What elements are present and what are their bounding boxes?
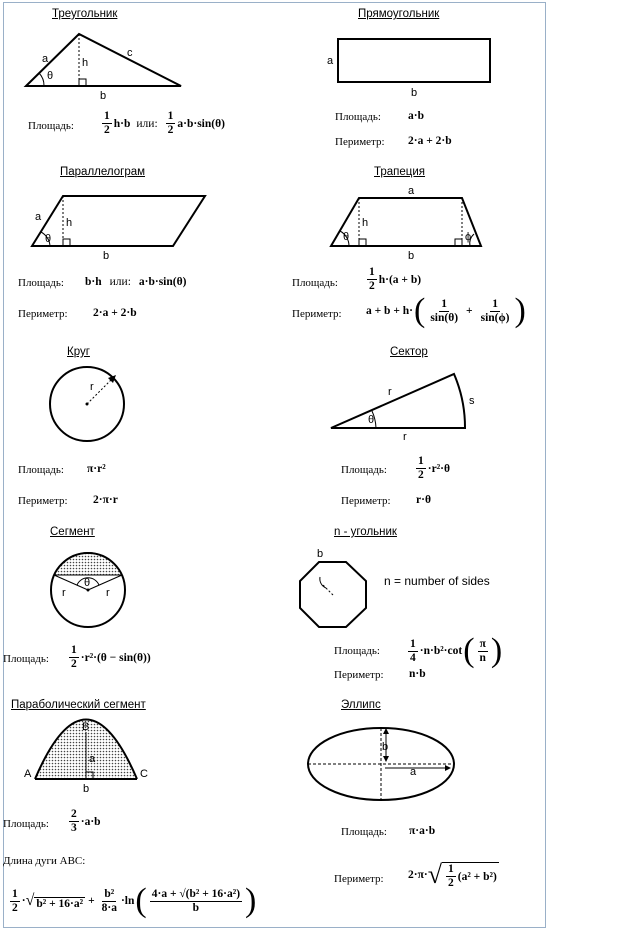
rectangle-title: Прямоугольник [358,8,440,20]
triangle-title: Треугольник [52,8,118,20]
sector-label-r-upper: r [388,386,392,398]
segment-area-formula: 1 2 ·r²·(θ − sin(θ)) [71,644,151,670]
trapezoid-area-label: Площадь: [292,277,338,289]
rectangle-label-a: a [327,55,334,67]
trapezoid-area-formula: 1 2 h·(a + b) [369,266,422,292]
parallelogram-label-b: b [103,250,110,262]
triangle-label-h: h [82,57,89,69]
parabolic-arc-formula: 1 2 · √ b² + 16·a² + $\frac{\text{b²}}{8\cdot a}$ ·ln ( 4·a + √(b² + 16·a²) b ) [12,882,257,919]
parabolic-area-label: Площадь: [3,818,49,830]
ellipse-perimeter-formula: 2·π· √ 1 2 (a² + b²) [408,860,497,889]
ngon-title: n - угольник [334,526,397,538]
parallelogram-label-h: h [66,217,73,229]
parallelogram-area-formula: b·h или: a·b·sin(θ) [85,276,187,288]
sector-perimeter-formula: r·θ [416,494,431,506]
triangle-area-formula: 1 2 h·b или: 1 2 a·b·sin(θ) [104,110,225,136]
ngon-label-b: b [317,548,324,560]
rectangle-area-label: Площадь: [335,111,381,123]
triangle-label-b: b [100,90,107,102]
triangle-label-a: a [42,53,49,65]
parabolic-label-B: B [82,721,90,733]
ngon-perimeter-formula: n·b [409,668,426,680]
rectangle-label-b: b [411,87,418,99]
triangle-label-theta: θ [47,70,54,82]
parabolic-area-formula: 2 3 ·a·b [71,808,101,834]
circle-label-r: r [90,381,94,393]
segment-label-r-left: r [62,587,66,599]
trapezoid-label-a: a [408,185,415,197]
segment-title: Сегмент [50,526,95,538]
triangle-label-c: c [127,47,133,59]
segment-area-label: Площадь: [3,653,49,665]
parabolic-label-b: b [83,783,90,795]
sector-title: Сектор [390,346,428,358]
parallelogram-perimeter-label: Периметр: [18,308,68,320]
ellipse-area-label: Площадь: [341,826,387,838]
parallelogram-title: Параллелограм [60,166,146,178]
rectangle-area-formula: a·b [408,110,424,122]
trapezoid-perimeter-label: Периметр: [292,308,342,320]
trapezoid-label-theta: θ [343,231,350,243]
segment-label-r-right: r [106,587,110,599]
parallelogram-perimeter-formula: 2·a + 2·b [93,307,137,319]
segment-label-theta: θ [84,577,91,589]
sector-perimeter-label: Периметр: [341,495,391,507]
trapezoid-label-phi: ϕ [465,231,472,243]
ellipse-title: Эллипс [341,699,381,711]
ngon-note: n = number of sides [384,574,490,588]
ngon-area-formula: 1 4 ·n·b²·cot ( π n ) [410,632,503,669]
parabolic-label-C: C [140,768,148,780]
parabolic-title: Параболический сегмент [11,699,146,711]
triangle-area-label: Площадь: [28,120,74,132]
circle-area-label: Площадь: [18,464,64,476]
trapezoid-perimeter-formula: a + b + h· ( 1 sin(θ) + $\frac{1}{\sin(\phi)}$ ) [366,292,526,329]
ngon-perimeter-label: Периметр: [334,669,384,681]
sector-label-theta: θ [368,414,375,426]
parabolic-arc-label: Длина дуги ABC: [3,855,86,867]
ellipse-label-a: a [410,766,417,778]
trapezoid-title: Трапеция [374,166,426,178]
trapezoid-label-b: b [408,250,415,262]
parabolic-label-a: a [89,753,96,765]
ellipse-label-b: b [382,741,389,753]
sector-area-label: Площадь: [341,464,387,476]
parallelogram-area-label: Площадь: [18,277,64,289]
ellipse-area-formula: π·a·b [409,825,436,837]
trapezoid-label-h: h [362,217,369,229]
ellipse-perimeter-label: Периметр: [334,873,384,885]
circle-perimeter-label: Периметр: [18,495,68,507]
circle-perimeter-formula: 2·π·r [93,494,118,506]
ngon-area-label: Площадь: [334,645,380,657]
parallelogram-label-a: a [35,211,42,223]
parabolic-label-A: A [24,768,32,780]
circle-area-formula: π·r² [87,463,106,475]
circle-title: Круг [67,346,90,358]
rectangle-perimeter-label: Периметр: [335,136,385,148]
sector-label-s: s [469,395,475,407]
sector-label-r-lower: r [403,431,407,443]
parallelogram-label-theta: θ [45,233,52,245]
sector-area-formula: 1 2 ·r²·θ [418,455,450,481]
rectangle-perimeter-formula: 2·a + 2·b [408,135,452,147]
